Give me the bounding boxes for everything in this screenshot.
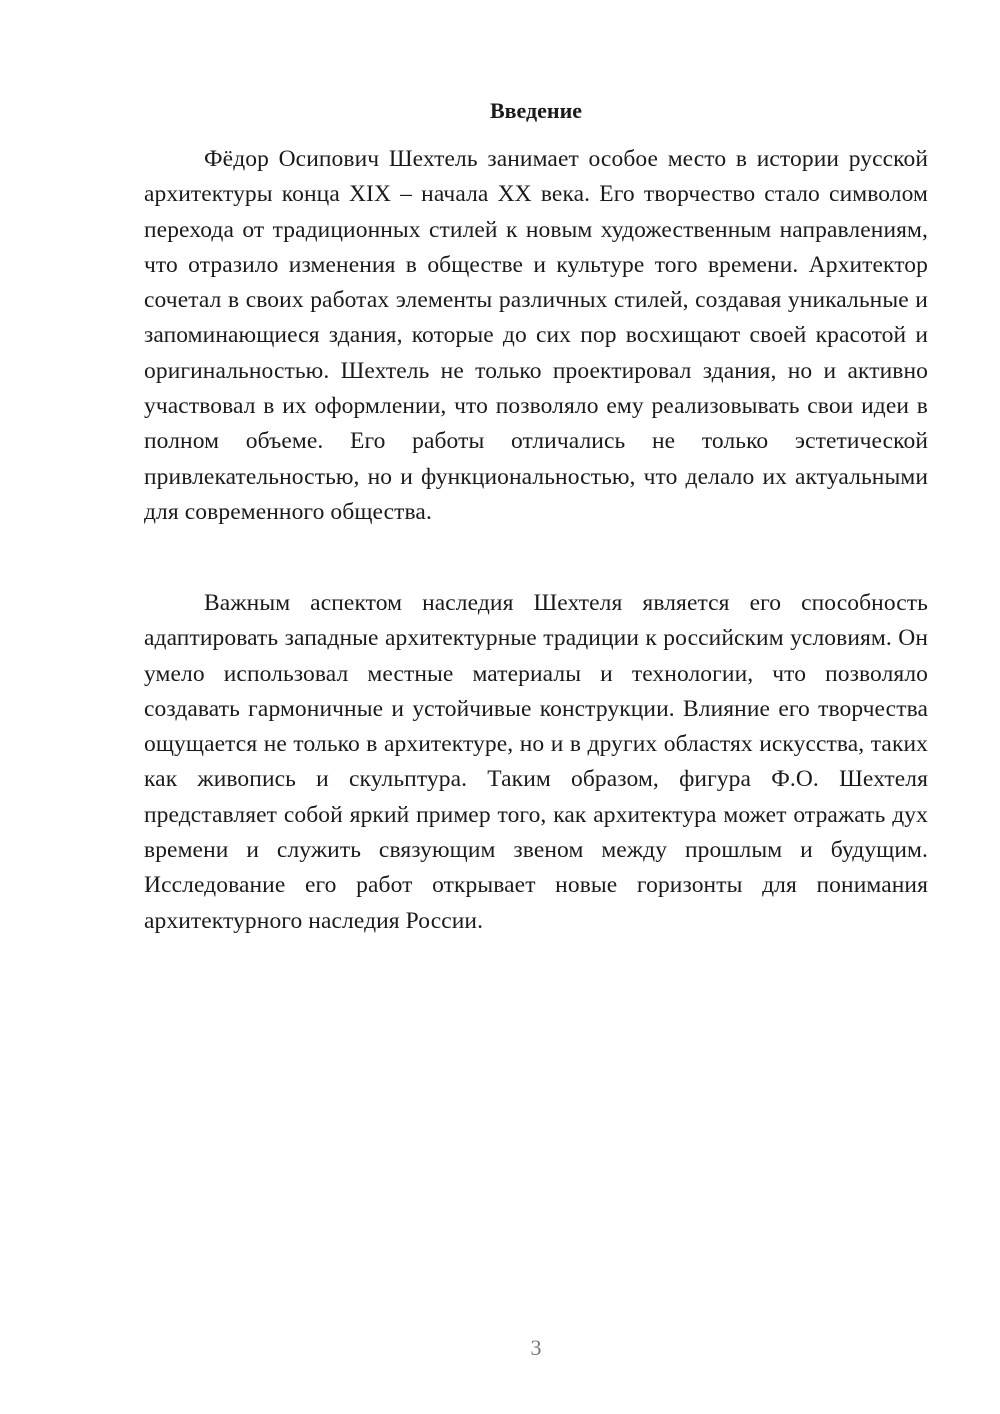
paragraph-intro: Фёдор Осипович Шехтель занимает особое место в истории русской архитектуры конца XIX – начала XX века. Его творчество стало символом перехода от традиционных стилей к новым художественным направлениям, что отразило изменения в обществе и культуре того времени. Архитектор сочетал в своих работах элементы различных стилей, создавая уникальные и запоминающиеся здания, которые до сих пор восхищают своей красотой и оригинальностью. Шехтель не только проектировал здания, но и активно участвовал в их оформлении, что позволяло ему реализовывать свои идеи в полном объеме. Его работы отличались не только эстетической привлекательностью, но и функциональностью, что делало их актуальными для современного общества. — [144, 146, 928, 525]
section-heading: Введение — [489, 98, 583, 123]
paragraph-legacy: Важным аспектом наследия Шехтеля является его способность адаптировать западные архитектурные традиции к российским условиям. Он умело использовал местные материалы и технологии, что позволяло создавать гармоничные и устойчивые конструкции. Влияние его творчества ощущается не только в архитектуре, но и в других областях искусства, таких как живопись и скульптура. Таким образом, фигура Ф.О. Шехтеля представляет собой яркий пример того, как архитектура может отражать дух времени и служить связующим звеном между прошлым и будущим. Исследование его работ открывает новые горизонты для понимания архитектурного наследия России. — [144, 590, 928, 934]
page-number: 3 — [530, 1335, 542, 1360]
